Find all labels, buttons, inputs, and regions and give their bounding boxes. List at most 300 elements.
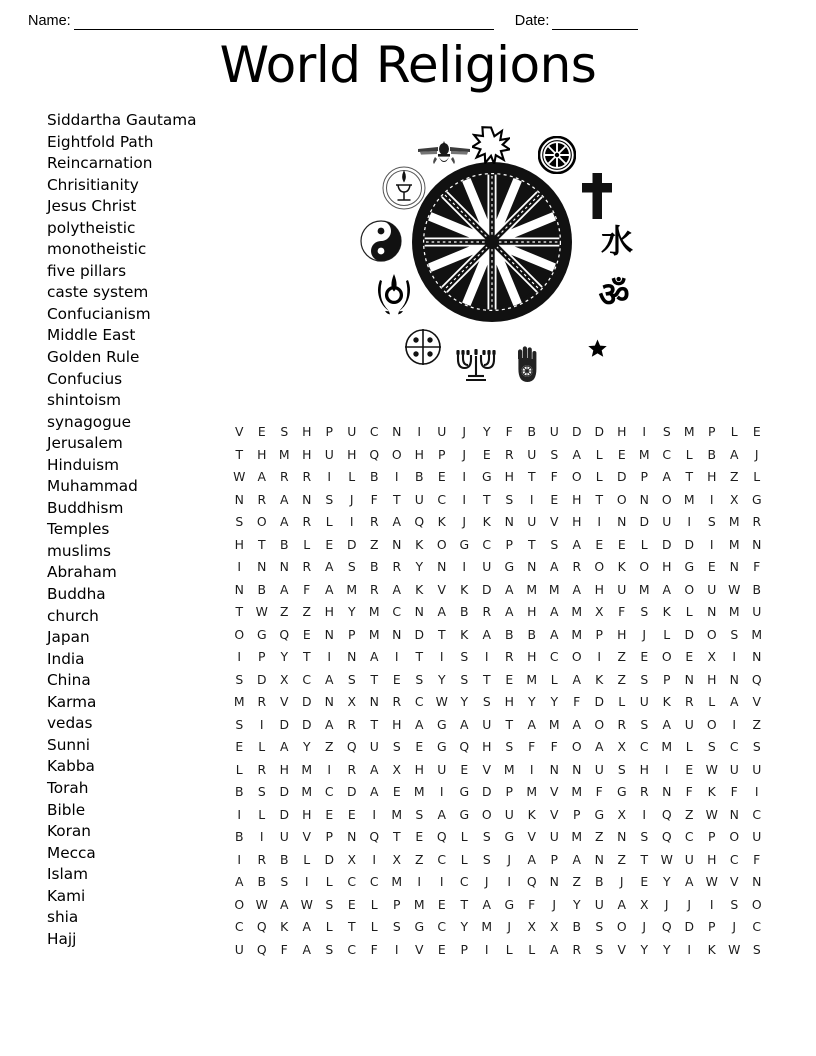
grid-cell[interactable]: S: [707, 514, 716, 529]
grid-cell[interactable]: M: [728, 536, 740, 552]
grid-cell[interactable]: M: [751, 626, 763, 642]
grid-cell[interactable]: Q: [369, 446, 380, 462]
grid-cell[interactable]: Y: [280, 649, 289, 664]
grid-cell[interactable]: C: [369, 874, 379, 889]
grid-cell[interactable]: P: [505, 784, 513, 799]
grid-cell[interactable]: H: [347, 446, 357, 462]
grid-cell[interactable]: K: [460, 626, 469, 642]
grid-cell[interactable]: I: [439, 784, 444, 799]
grid-cell[interactable]: A: [572, 581, 581, 597]
grid-cell[interactable]: E: [415, 739, 424, 754]
grid-cell[interactable]: U: [594, 761, 604, 777]
grid-cell[interactable]: P: [325, 424, 333, 439]
grid-cell[interactable]: U: [279, 829, 289, 844]
grid-cell[interactable]: M: [571, 604, 583, 619]
grid-cell[interactable]: V: [550, 784, 559, 799]
grid-cell[interactable]: Z: [617, 649, 626, 664]
grid-cell[interactable]: B: [257, 874, 266, 889]
grid-cell[interactable]: V: [482, 761, 491, 777]
grid-cell[interactable]: A: [325, 716, 334, 732]
grid-cell[interactable]: C: [347, 941, 357, 957]
grid-cell[interactable]: F: [730, 784, 738, 799]
grid-cell[interactable]: A: [325, 581, 334, 597]
grid-cell[interactable]: C: [369, 424, 379, 439]
grid-cell[interactable]: S: [392, 739, 401, 754]
grid-cell[interactable]: A: [572, 671, 581, 687]
grid-cell[interactable]: J: [552, 896, 557, 912]
grid-cell[interactable]: H: [302, 446, 312, 462]
grid-cell[interactable]: C: [729, 739, 739, 754]
grid-cell[interactable]: A: [572, 851, 581, 867]
grid-cell[interactable]: H: [414, 446, 424, 462]
grid-cell[interactable]: K: [482, 514, 491, 529]
grid-cell[interactable]: H: [662, 559, 672, 574]
grid-cell[interactable]: A: [550, 941, 559, 957]
grid-cell[interactable]: Q: [369, 829, 380, 844]
grid-cell[interactable]: Y: [640, 941, 649, 957]
grid-cell[interactable]: S: [595, 919, 604, 934]
grid-cell[interactable]: O: [234, 896, 245, 912]
grid-cell[interactable]: A: [437, 806, 446, 822]
grid-cell[interactable]: M: [571, 829, 583, 844]
grid-cell[interactable]: G: [616, 784, 627, 799]
grid-cell[interactable]: I: [642, 424, 647, 439]
grid-cell[interactable]: T: [482, 671, 491, 687]
grid-cell[interactable]: G: [504, 896, 515, 912]
grid-cell[interactable]: K: [595, 671, 604, 687]
grid-cell[interactable]: A: [437, 604, 446, 619]
grid-cell[interactable]: T: [235, 446, 244, 462]
grid-cell[interactable]: H: [707, 671, 717, 687]
grid-cell[interactable]: E: [437, 941, 446, 957]
grid-cell[interactable]: Q: [414, 514, 425, 529]
grid-cell[interactable]: C: [639, 739, 649, 754]
grid-cell[interactable]: O: [706, 626, 717, 642]
grid-cell[interactable]: P: [325, 829, 333, 844]
grid-cell[interactable]: H: [392, 716, 402, 732]
grid-cell[interactable]: W: [660, 851, 673, 867]
grid-cell[interactable]: N: [662, 784, 672, 799]
grid-cell[interactable]: A: [257, 469, 266, 484]
grid-cell[interactable]: S: [505, 491, 514, 507]
grid-cell[interactable]: P: [595, 626, 603, 642]
grid-cell[interactable]: U: [482, 559, 492, 574]
grid-cell[interactable]: R: [302, 559, 312, 574]
grid-cell[interactable]: A: [482, 896, 491, 912]
grid-cell[interactable]: D: [301, 716, 312, 732]
grid-cell[interactable]: A: [370, 784, 379, 799]
grid-cell[interactable]: P: [573, 806, 581, 822]
grid-cell[interactable]: F: [528, 896, 536, 912]
grid-cell[interactable]: A: [280, 739, 289, 754]
grid-cell[interactable]: I: [237, 806, 242, 822]
grid-cell[interactable]: I: [327, 469, 332, 484]
grid-cell[interactable]: R: [347, 716, 357, 732]
grid-cell[interactable]: A: [550, 604, 559, 619]
grid-cell[interactable]: Z: [617, 851, 626, 867]
grid-cell[interactable]: E: [685, 649, 694, 664]
grid-cell[interactable]: C: [437, 491, 447, 507]
grid-cell[interactable]: P: [550, 851, 558, 867]
grid-cell[interactable]: Z: [595, 829, 604, 844]
grid-cell[interactable]: B: [572, 919, 581, 934]
grid-cell[interactable]: D: [684, 626, 695, 642]
grid-cell[interactable]: E: [617, 446, 626, 462]
grid-cell[interactable]: M: [301, 784, 313, 799]
grid-cell[interactable]: S: [730, 896, 739, 912]
grid-cell[interactable]: S: [550, 446, 559, 462]
grid-cell[interactable]: S: [482, 851, 491, 867]
grid-cell[interactable]: H: [279, 761, 289, 777]
grid-cell[interactable]: W: [705, 761, 718, 777]
grid-cell[interactable]: V: [550, 806, 559, 822]
grid-cell[interactable]: U: [414, 491, 424, 507]
grid-cell[interactable]: V: [235, 424, 244, 439]
grid-cell[interactable]: Z: [730, 469, 739, 484]
grid-cell[interactable]: D: [684, 919, 695, 934]
grid-cell[interactable]: N: [302, 491, 312, 507]
grid-cell[interactable]: S: [415, 671, 424, 687]
grid-cell[interactable]: O: [594, 559, 605, 574]
grid-cell[interactable]: U: [684, 851, 694, 867]
grid-cell[interactable]: O: [706, 716, 717, 732]
grid-cell[interactable]: G: [256, 626, 267, 642]
grid-cell[interactable]: S: [347, 559, 356, 574]
grid-cell[interactable]: S: [707, 739, 716, 754]
grid-cell[interactable]: M: [683, 491, 695, 507]
grid-cell[interactable]: V: [280, 694, 289, 709]
grid-cell[interactable]: C: [752, 919, 762, 934]
grid-cell[interactable]: I: [327, 761, 332, 777]
grid-cell[interactable]: R: [347, 761, 357, 777]
grid-cell[interactable]: E: [505, 671, 514, 687]
grid-cell[interactable]: Z: [370, 536, 379, 552]
grid-cell[interactable]: S: [280, 874, 289, 889]
grid-cell[interactable]: K: [527, 806, 536, 822]
grid-cell[interactable]: P: [640, 469, 648, 484]
grid-cell[interactable]: I: [664, 761, 669, 777]
grid-cell[interactable]: L: [325, 874, 333, 889]
grid-cell[interactable]: N: [437, 559, 447, 574]
grid-cell[interactable]: M: [481, 919, 493, 934]
grid-cell[interactable]: M: [548, 716, 560, 732]
grid-cell[interactable]: Q: [751, 671, 762, 687]
grid-cell[interactable]: W: [255, 604, 268, 619]
grid-cell[interactable]: S: [257, 784, 266, 799]
grid-cell[interactable]: G: [436, 716, 447, 732]
grid-cell[interactable]: T: [257, 536, 266, 552]
grid-cell[interactable]: J: [619, 874, 624, 889]
grid-cell[interactable]: Z: [572, 874, 581, 889]
grid-cell[interactable]: T: [415, 649, 424, 664]
grid-cell[interactable]: B: [504, 626, 514, 642]
grid-cell[interactable]: S: [640, 671, 649, 687]
grid-cell[interactable]: N: [369, 694, 379, 709]
grid-cell[interactable]: L: [460, 851, 468, 867]
grid-cell[interactable]: M: [526, 784, 538, 799]
grid-cell[interactable]: I: [484, 941, 489, 957]
grid-cell[interactable]: T: [392, 829, 401, 844]
grid-cell[interactable]: H: [594, 581, 604, 597]
grid-cell[interactable]: B: [459, 604, 469, 619]
grid-cell[interactable]: U: [662, 514, 672, 529]
grid-cell[interactable]: D: [616, 469, 627, 484]
grid-cell[interactable]: H: [482, 739, 492, 754]
grid-cell[interactable]: E: [752, 424, 761, 439]
grid-cell[interactable]: A: [730, 446, 739, 462]
grid-cell[interactable]: A: [595, 739, 604, 754]
grid-cell[interactable]: C: [437, 919, 447, 934]
grid-cell[interactable]: T: [595, 491, 604, 507]
grid-cell[interactable]: L: [528, 941, 536, 957]
grid-cell[interactable]: A: [370, 649, 379, 664]
grid-cell[interactable]: A: [302, 919, 311, 934]
grid-cell[interactable]: Y: [662, 874, 671, 889]
grid-cell[interactable]: I: [349, 514, 354, 529]
grid-cell[interactable]: Y: [572, 896, 581, 912]
grid-cell[interactable]: I: [709, 896, 714, 912]
grid-cell[interactable]: K: [280, 919, 289, 934]
grid-cell[interactable]: I: [372, 851, 377, 867]
grid-cell[interactable]: Q: [436, 829, 447, 844]
grid-cell[interactable]: F: [528, 739, 536, 754]
grid-cell[interactable]: L: [235, 761, 243, 777]
grid-cell[interactable]: R: [302, 469, 312, 484]
grid-cell[interactable]: D: [594, 694, 605, 709]
grid-cell[interactable]: B: [752, 581, 761, 597]
grid-cell[interactable]: N: [414, 604, 424, 619]
grid-cell[interactable]: W: [705, 806, 718, 822]
grid-cell[interactable]: T: [347, 919, 356, 934]
grid-cell[interactable]: E: [640, 874, 649, 889]
grid-cell[interactable]: A: [325, 671, 334, 687]
grid-cell[interactable]: O: [661, 649, 672, 664]
grid-cell[interactable]: K: [662, 604, 671, 619]
grid-cell[interactable]: I: [642, 806, 647, 822]
grid-cell[interactable]: Y: [415, 559, 424, 574]
grid-cell[interactable]: C: [437, 851, 447, 867]
grid-cell[interactable]: Y: [460, 694, 469, 709]
grid-cell[interactable]: U: [527, 514, 537, 529]
grid-cell[interactable]: N: [347, 829, 357, 844]
grid-cell[interactable]: M: [301, 761, 313, 777]
grid-cell[interactable]: I: [417, 424, 422, 439]
grid-cell[interactable]: G: [481, 469, 492, 484]
grid-cell[interactable]: N: [617, 829, 627, 844]
grid-cell[interactable]: Y: [662, 941, 671, 957]
grid-cell[interactable]: T: [235, 604, 244, 619]
grid-cell[interactable]: M: [391, 874, 403, 889]
grid-cell[interactable]: L: [595, 469, 603, 484]
grid-cell[interactable]: L: [618, 694, 626, 709]
grid-cell[interactable]: J: [462, 424, 467, 439]
grid-cell[interactable]: Q: [459, 739, 470, 754]
grid-cell[interactable]: S: [347, 671, 356, 687]
grid-cell[interactable]: H: [527, 604, 537, 619]
grid-cell[interactable]: I: [597, 649, 602, 664]
grid-cell[interactable]: I: [417, 874, 422, 889]
grid-cell[interactable]: Q: [661, 919, 672, 934]
grid-cell[interactable]: L: [663, 626, 671, 642]
grid-cell[interactable]: W: [728, 941, 741, 957]
grid-cell[interactable]: P: [708, 919, 716, 934]
grid-cell[interactable]: I: [394, 469, 399, 484]
grid-cell[interactable]: R: [279, 469, 289, 484]
grid-cell[interactable]: I: [439, 874, 444, 889]
grid-cell[interactable]: Z: [302, 604, 311, 619]
grid-cell[interactable]: Z: [415, 851, 424, 867]
grid-cell[interactable]: H: [707, 851, 717, 867]
grid-cell[interactable]: H: [302, 806, 312, 822]
grid-cell[interactable]: M: [391, 806, 403, 822]
grid-cell[interactable]: B: [279, 536, 289, 552]
grid-cell[interactable]: H: [234, 536, 244, 552]
grid-cell[interactable]: F: [618, 604, 626, 619]
grid-cell[interactable]: S: [482, 694, 491, 709]
grid-cell[interactable]: I: [394, 649, 399, 664]
grid-cell[interactable]: I: [484, 649, 489, 664]
grid-cell[interactable]: A: [730, 694, 739, 709]
grid-cell[interactable]: L: [303, 536, 311, 552]
grid-cell[interactable]: L: [708, 694, 716, 709]
grid-cell[interactable]: F: [370, 941, 378, 957]
grid-cell[interactable]: W: [255, 896, 268, 912]
grid-cell[interactable]: I: [462, 491, 467, 507]
grid-cell[interactable]: A: [617, 896, 626, 912]
grid-cell[interactable]: A: [482, 626, 491, 642]
grid-cell[interactable]: L: [303, 851, 311, 867]
grid-cell[interactable]: J: [507, 919, 512, 934]
grid-cell[interactable]: I: [327, 649, 332, 664]
grid-cell[interactable]: O: [729, 829, 740, 844]
grid-cell[interactable]: X: [550, 919, 559, 934]
grid-cell[interactable]: Q: [661, 806, 672, 822]
grid-cell[interactable]: P: [393, 896, 401, 912]
grid-cell[interactable]: A: [280, 581, 289, 597]
grid-cell[interactable]: N: [324, 694, 334, 709]
grid-cell[interactable]: T: [370, 716, 379, 732]
grid-cell[interactable]: R: [302, 514, 312, 529]
grid-cell[interactable]: G: [459, 784, 470, 799]
grid-cell[interactable]: C: [459, 874, 469, 889]
grid-cell[interactable]: V: [550, 514, 559, 529]
grid-cell[interactable]: O: [571, 739, 582, 754]
grid-cell[interactable]: D: [414, 626, 425, 642]
grid-cell[interactable]: D: [481, 784, 492, 799]
grid-cell[interactable]: K: [617, 559, 626, 574]
grid-cell[interactable]: N: [549, 761, 559, 777]
grid-cell[interactable]: E: [437, 896, 446, 912]
grid-cell[interactable]: N: [707, 604, 717, 619]
grid-cell[interactable]: A: [550, 559, 559, 574]
grid-cell[interactable]: W: [233, 469, 246, 484]
grid-cell[interactable]: V: [302, 829, 311, 844]
grid-cell[interactable]: S: [280, 424, 289, 439]
grid-cell[interactable]: I: [462, 559, 467, 574]
grid-cell[interactable]: E: [437, 469, 446, 484]
grid-cell[interactable]: D: [256, 671, 267, 687]
grid-cell[interactable]: M: [368, 626, 380, 642]
grid-cell[interactable]: Y: [437, 671, 446, 687]
grid-cell[interactable]: N: [639, 491, 649, 507]
grid-cell[interactable]: U: [707, 581, 717, 597]
grid-cell[interactable]: F: [550, 469, 558, 484]
grid-cell[interactable]: Q: [256, 941, 267, 957]
grid-cell[interactable]: H: [527, 649, 537, 664]
grid-cell[interactable]: S: [662, 424, 671, 439]
grid-cell[interactable]: E: [392, 671, 401, 687]
grid-cell[interactable]: M: [526, 581, 538, 597]
grid-cell[interactable]: O: [391, 446, 402, 462]
grid-cell[interactable]: N: [392, 626, 402, 642]
grid-cell[interactable]: T: [370, 671, 379, 687]
grid-cell[interactable]: R: [257, 491, 267, 507]
grid-cell[interactable]: D: [481, 581, 492, 597]
grid-cell[interactable]: J: [462, 446, 467, 462]
grid-cell[interactable]: N: [684, 671, 694, 687]
grid-cell[interactable]: N: [234, 491, 244, 507]
grid-cell[interactable]: L: [505, 941, 513, 957]
grid-cell[interactable]: A: [572, 536, 581, 552]
grid-cell[interactable]: M: [368, 604, 380, 619]
grid-cell[interactable]: A: [662, 716, 671, 732]
grid-cell[interactable]: E: [482, 446, 491, 462]
grid-cell[interactable]: R: [392, 694, 402, 709]
grid-cell[interactable]: E: [595, 536, 604, 552]
grid-cell[interactable]: O: [234, 626, 245, 642]
grid-cell[interactable]: G: [414, 919, 425, 934]
grid-cell[interactable]: D: [571, 424, 582, 439]
grid-cell[interactable]: R: [617, 716, 627, 732]
grid-cell[interactable]: N: [617, 514, 627, 529]
grid-cell[interactable]: Y: [482, 424, 491, 439]
grid-cell[interactable]: J: [642, 919, 647, 934]
grid-cell[interactable]: X: [347, 851, 356, 867]
grid-cell[interactable]: P: [258, 649, 266, 664]
grid-cell[interactable]: W: [705, 874, 718, 889]
grid-cell[interactable]: H: [617, 626, 627, 642]
grid-cell[interactable]: Y: [460, 919, 469, 934]
grid-cell[interactable]: T: [392, 491, 401, 507]
grid-cell[interactable]: A: [235, 874, 244, 889]
grid-cell[interactable]: Z: [617, 671, 626, 687]
grid-cell[interactable]: L: [685, 446, 693, 462]
grid-cell[interactable]: H: [324, 604, 334, 619]
grid-cell[interactable]: V: [437, 581, 446, 597]
grid-cell[interactable]: I: [259, 716, 264, 732]
grid-cell[interactable]: D: [279, 784, 290, 799]
grid-cell[interactable]: I: [237, 559, 242, 574]
grid-cell[interactable]: C: [662, 446, 672, 462]
grid-cell[interactable]: A: [280, 514, 289, 529]
grid-cell[interactable]: L: [640, 536, 648, 552]
grid-cell[interactable]: N: [527, 559, 537, 574]
grid-cell[interactable]: I: [507, 874, 512, 889]
grid-cell[interactable]: R: [504, 446, 514, 462]
grid-cell[interactable]: H: [572, 514, 582, 529]
grid-cell[interactable]: I: [439, 649, 444, 664]
grid-cell[interactable]: U: [324, 446, 334, 462]
grid-cell[interactable]: T: [505, 716, 514, 732]
grid-cell[interactable]: M: [346, 581, 358, 597]
grid-cell[interactable]: M: [638, 581, 650, 597]
grid-cell[interactable]: S: [325, 896, 334, 912]
grid-cell[interactable]: N: [572, 761, 582, 777]
grid-cell[interactable]: B: [279, 851, 289, 867]
grid-cell[interactable]: B: [414, 469, 424, 484]
grid-cell[interactable]: A: [550, 626, 559, 642]
grid-cell[interactable]: X: [392, 761, 401, 777]
